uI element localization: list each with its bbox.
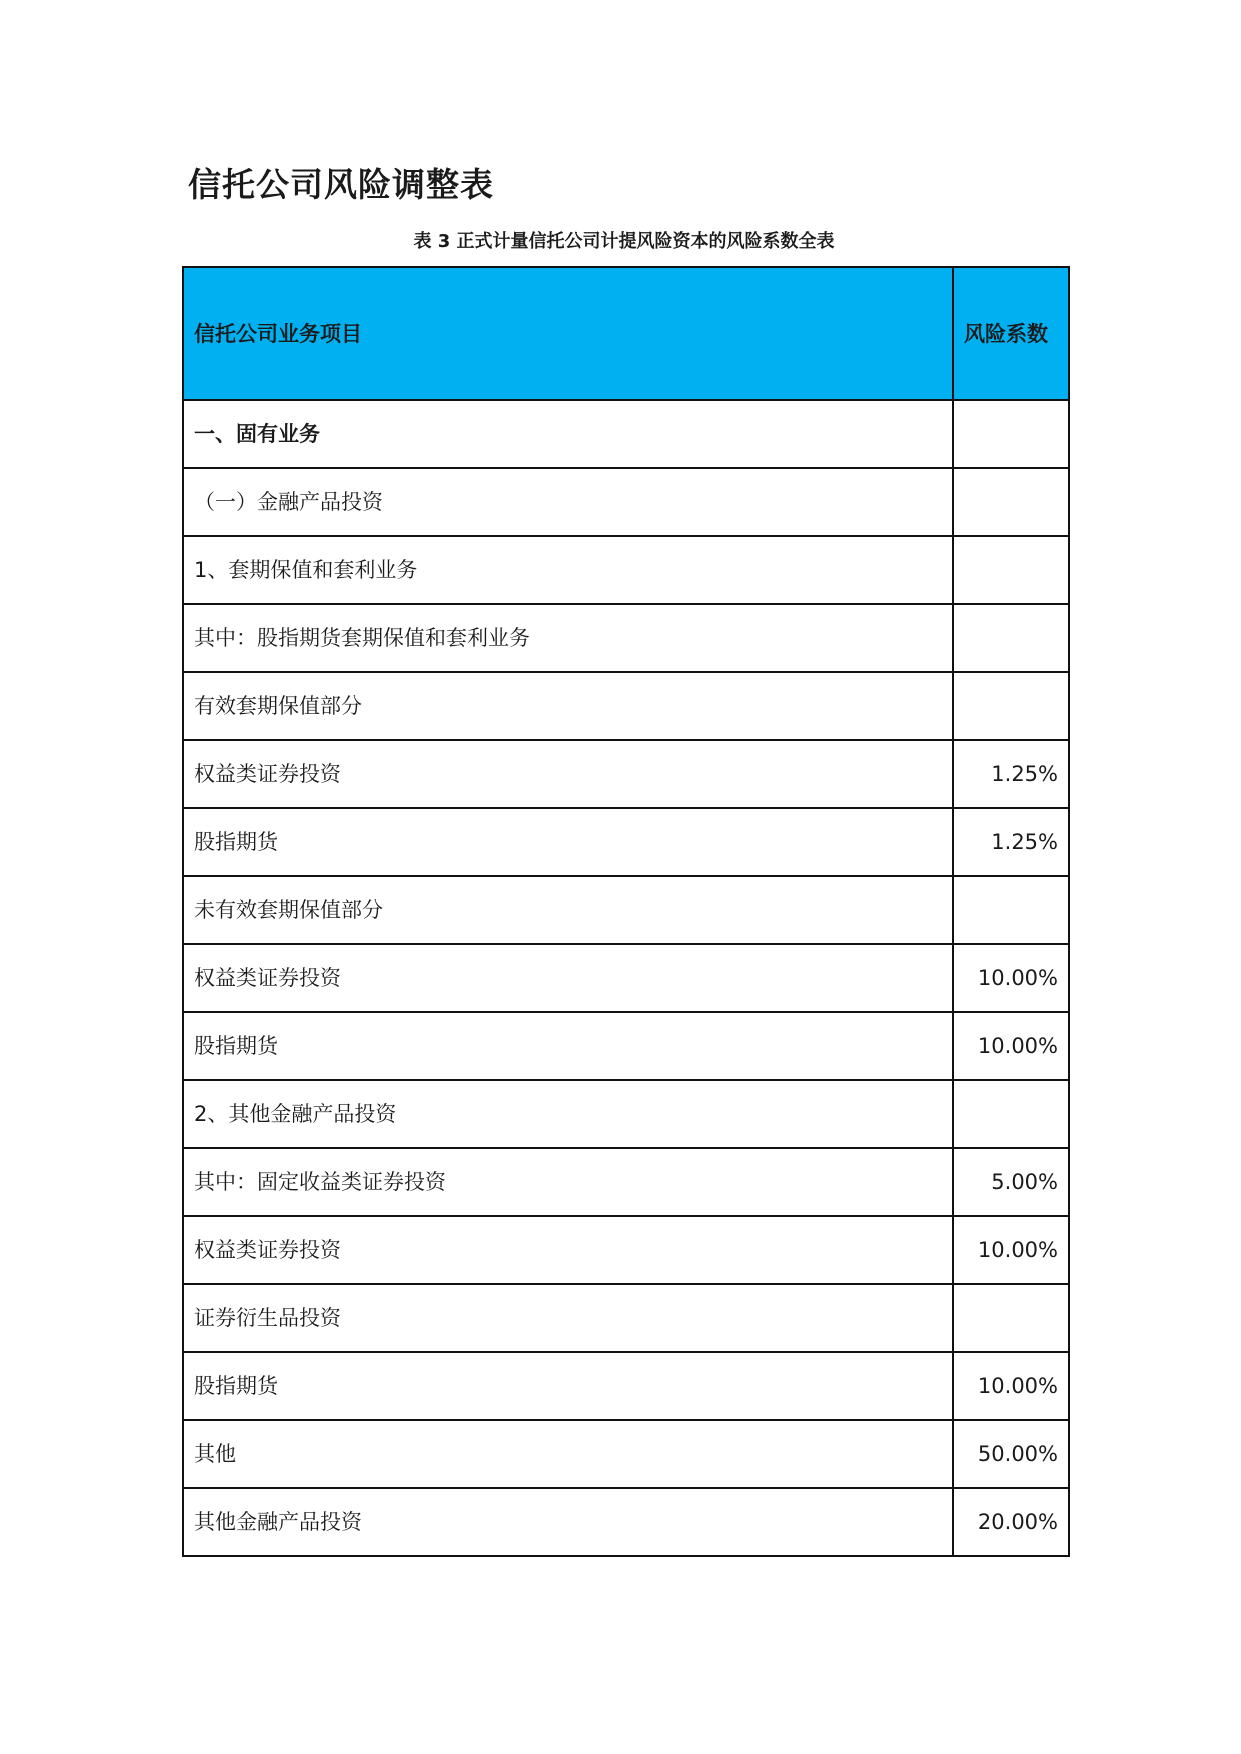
table-row <box>183 944 1069 1012</box>
business-item-cell: （一）金融产品投资 <box>183 468 953 536</box>
risk-coefficient-cell: 10.00% <box>953 1216 1069 1284</box>
table-row <box>183 604 1069 672</box>
table-body <box>183 400 1069 1556</box>
table-row <box>183 1352 1069 1420</box>
table-row <box>183 468 1069 536</box>
business-item-cell: 权益类证券投资 <box>183 740 953 808</box>
table-row <box>183 1420 1069 1488</box>
risk-coefficient-cell: 10.00% <box>953 1012 1069 1080</box>
risk-coefficient-cell <box>953 1284 1069 1352</box>
risk-coefficient-cell: 1.25% <box>953 808 1069 876</box>
risk-coefficient-cell: 10.00% <box>953 944 1069 1012</box>
business-item-cell: 2、其他金融产品投资 <box>183 1080 953 1148</box>
business-item-cell: 其中：股指期货套期保值和套利业务 <box>183 604 953 672</box>
table-row <box>183 1012 1069 1080</box>
table-row <box>183 536 1069 604</box>
business-item-cell: 权益类证券投资 <box>183 944 953 1012</box>
business-item-cell: 股指期货 <box>183 1352 953 1420</box>
header-business-item: 信托公司业务项目 <box>183 267 953 400</box>
risk-coefficient-cell <box>953 604 1069 672</box>
risk-coefficient-cell: 50.00% <box>953 1420 1069 1488</box>
business-item-cell: 一、固有业务 <box>183 400 953 468</box>
business-item-cell: 有效套期保值部分 <box>183 672 953 740</box>
table-row <box>183 808 1069 876</box>
table-row <box>183 740 1069 808</box>
table-row <box>183 1216 1069 1284</box>
risk-coefficient-cell <box>953 468 1069 536</box>
business-item-cell: 股指期货 <box>183 1012 953 1080</box>
header-risk-coefficient: 风险系数 <box>953 267 1069 400</box>
table-row <box>183 1488 1069 1556</box>
risk-coefficient-cell: 5.00% <box>953 1148 1069 1216</box>
business-item-cell: 证券衍生品投资 <box>183 1284 953 1352</box>
table-row <box>183 400 1069 468</box>
document-title: 信托公司风险调整表 <box>188 165 494 204</box>
risk-coefficient-cell: 20.00% <box>953 1488 1069 1556</box>
business-item-cell: 股指期货 <box>183 808 953 876</box>
risk-coefficient-cell: 1.25% <box>953 740 1069 808</box>
business-item-cell: 其中：固定收益类证券投资 <box>183 1148 953 1216</box>
risk-coefficient-cell <box>953 400 1069 468</box>
risk-coefficient-table <box>182 266 1070 1557</box>
table-row <box>183 1148 1069 1216</box>
business-item-cell: 其他 <box>183 1420 953 1488</box>
risk-coefficient-cell <box>953 672 1069 740</box>
business-item-cell: 未有效套期保值部分 <box>183 876 953 944</box>
risk-coefficient-cell <box>953 876 1069 944</box>
table-row <box>183 1080 1069 1148</box>
risk-coefficient-cell <box>953 1080 1069 1148</box>
business-item-cell: 权益类证券投资 <box>183 1216 953 1284</box>
table-row <box>183 876 1069 944</box>
table-header-row <box>183 267 1069 400</box>
table-row <box>183 1284 1069 1352</box>
table-row <box>183 672 1069 740</box>
risk-coefficient-cell: 10.00% <box>953 1352 1069 1420</box>
table-caption: 表 3 正式计量信托公司计提风险资本的风险系数全表 <box>413 231 835 252</box>
risk-coefficient-cell <box>953 536 1069 604</box>
business-item-cell: 1、套期保值和套利业务 <box>183 536 953 604</box>
business-item-cell: 其他金融产品投资 <box>183 1488 953 1556</box>
